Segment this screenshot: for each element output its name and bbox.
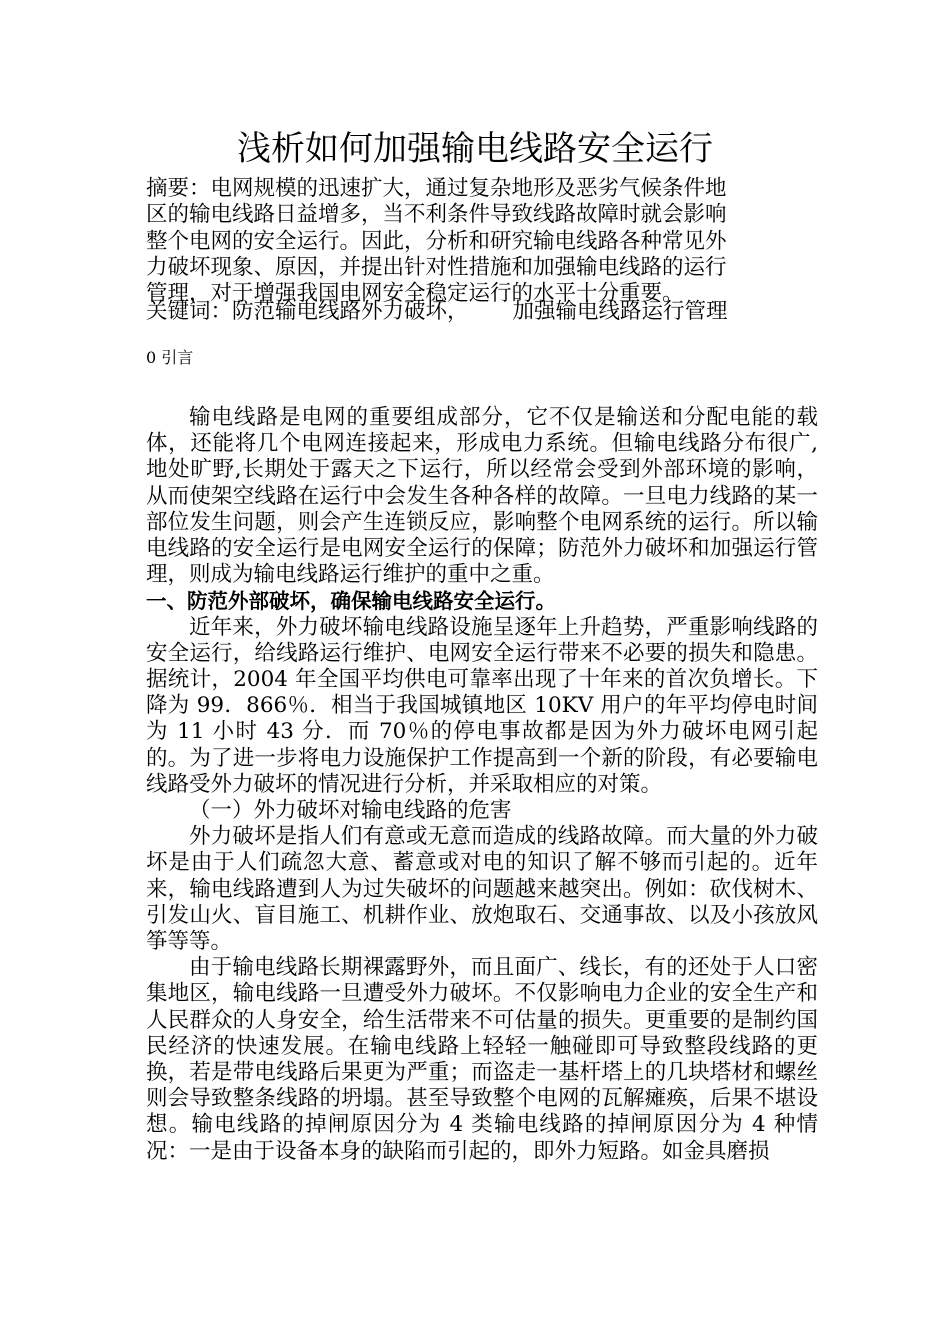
- paragraph: 外力破坏是指人们有意或无意而造成的线路故障。而大量的外力破坏是由于人们疏忽大意、蓄意或对电的知识了解不够而引起的。近年来，输电线路遭到人为过失破坏的问题越来越突出。例如：砍伐树木、引发山火、盲目施工、机耕作业、放炮取石、交通事故、以及小孩放风筝等等。: [146, 824, 818, 955]
- body-text: [146, 405, 818, 1165]
- section-heading: 一、防范外部破坏，确保输电线路安全运行。: [146, 589, 556, 614]
- paragraph: 输电线路是电网的重要组成部分，它不仅是输送和分配电能的载体，还能将几个电网连接起来，形成电力系统。但输电线路分布很广,地处旷野,长期处于露天之下运行，所以经常会受到外部环境的影响，从而使架空线路在运行中会发生各种各样的故障。一旦电力线路的某一部位发生问题，则会产生连锁反应，影响整个电网系统的运行。所以输电线路的安全运行是电网安全运行的保障；防范外力破坏和加强运行管理，则成为输电线路运行维护的重中之重。: [146, 405, 818, 588]
- abstract-line: 管理，对于增强我国电网安全稳定运行的水平十分重要。: [146, 281, 684, 307]
- paragraph: 由于输电线路长期裸露野外，而且面广、线长，有的还处于人口密集地区，输电线路一旦遭受外力破坏。不仅影响电力企业的安全生产和人民群众的人身安全，给生活带来不可估量的损失。更重要的是制约国民经济的快速发展。在输电线路上轻轻一触碰即可导致整段线路的更换，若是带电线路后果更为严重；而盗走一基杆塔上的几块塔材和螺丝则会导致整条线路的坍塌。甚至导致整个电网的瓦解瘫痪，后果不堪设想。输电线路的掉闸原因分为 4 类输电线路的掉闸原因分为 4 种情况：一是由于设备本身的缺陷而引起的，即外力短路。如金具磨损: [146, 955, 818, 1164]
- abstract: [146, 176, 818, 307]
- abstract-line: 区的输电线路日益增多，当不利条件导致线路故障时就会影响: [146, 202, 727, 228]
- paragraph: 近年来，外力破坏输电线路设施呈逐年上升趋势，严重影响线路的安全运行，给线路运行维护、电网安全运行带来不必要的损失和隐患。据统计，2004 年全国平均供电可靠率出现了十年来的首次负增长。下降为 99．866％．相当于我国城镇地区 10KV 用户的年平均停电时间为 11 小时 43 分．而 70％的停电事故都是因为外力破坏电网引起的。为了进一步将电力设施保护工作提高到一个新的阶段，有必要输电线路受外力破坏的情况进行分析，并采取相应的对策。: [146, 614, 818, 797]
- abstract-line: 整个电网的安全运行。因此，分析和研究输电线路各种常见外: [146, 228, 727, 254]
- keywords-part-2: 加强输电线路运行管理: [512, 299, 728, 324]
- abstract-line: 力破坏现象、原因，并提出针对性措施和加强输电线路的运行: [146, 254, 727, 280]
- subsection-heading: （一）外力破坏对输电线路的危害: [189, 798, 512, 824]
- abstract-line: 摘要：电网规模的迅速扩大，通过复杂地形及恶劣气候条件地: [146, 176, 727, 201]
- intro-heading: 0 引言: [146, 348, 194, 367]
- document-title: 浅析如何加强输电线路安全运行: [237, 129, 713, 169]
- keywords-part-1: 关键词：防范输电线路外力破坏，: [146, 299, 469, 324]
- keywords: [146, 299, 728, 325]
